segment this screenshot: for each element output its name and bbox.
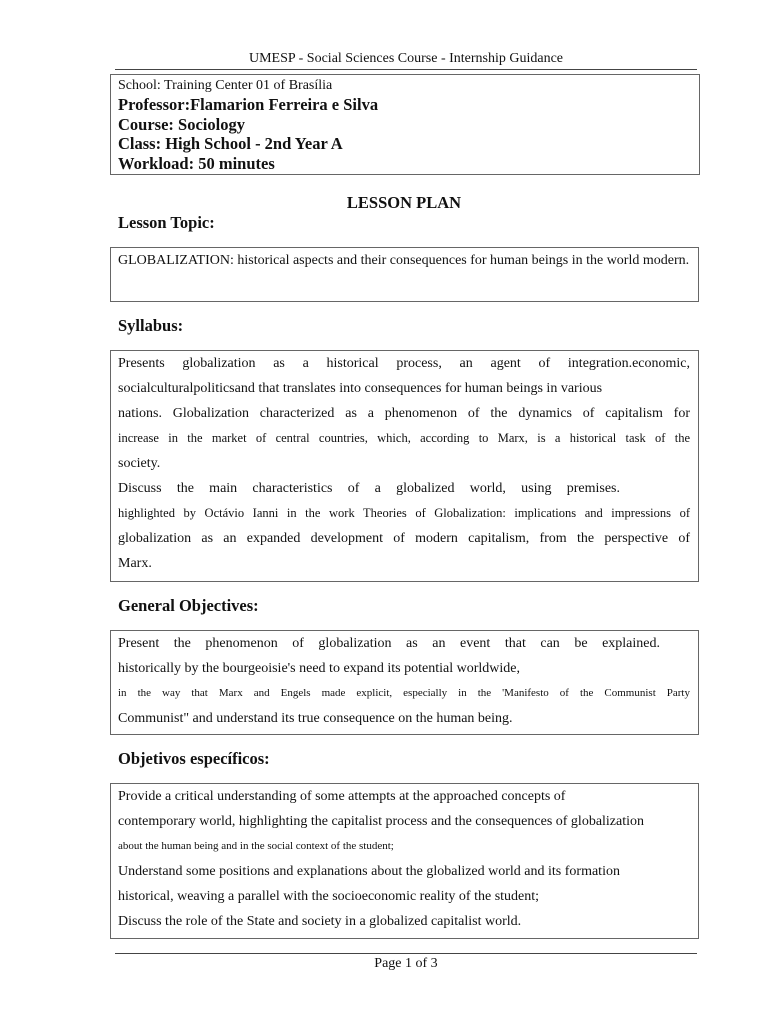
syllabus-line: highlighted by Octávio Ianni in the work Theories of Globalization: implications and impressions of xyxy=(118,506,690,520)
school-line: School: Training Center 01 of Brasília xyxy=(118,78,333,93)
general-objectives-line: Present the phenomenon of globalization as an event that can be explained. xyxy=(118,636,660,651)
syllabus-line: Presents globalization as a historical process, an agent of integration.economic, xyxy=(118,356,690,371)
specific-objectives-box xyxy=(110,783,699,939)
school-info-box xyxy=(110,74,700,175)
specific-objectives-heading: Objetivos específicos: xyxy=(118,749,270,768)
specific-objectives-line: Provide a critical understanding of some attempts at the approached concepts of xyxy=(118,789,566,804)
syllabus-box xyxy=(110,350,699,582)
syllabus-line: increase in the market of central countries, which, according to Marx, is a historical task of the xyxy=(118,431,690,445)
syllabus-line: society. xyxy=(118,456,161,471)
syllabus-line: nations. Globalization characterized as a phenomenon of the dynamics of capitalism for xyxy=(118,406,690,421)
class-line: Class: High School - 2nd Year A xyxy=(118,134,343,153)
specific-objectives-line: Discuss the role of the State and society in a globalized capitalist world. xyxy=(118,914,522,929)
syllabus-line: Marx. xyxy=(118,556,152,571)
workload-line: Workload: 50 minutes xyxy=(118,153,275,173)
syllabus-heading: Syllabus: xyxy=(118,316,184,335)
page-number: Page 1 of 3 xyxy=(374,956,438,971)
general-objectives-line: in the way that Marx and Engels made explicit, especially in the 'Manifesto of the Communist Party xyxy=(118,687,690,699)
document-title: LESSON PLAN xyxy=(346,193,462,212)
general-objectives-box xyxy=(110,630,699,735)
specific-objectives-line: Understand some positions and explanations about the globalized world and its formation xyxy=(118,864,620,879)
course-line: Course: Sociology xyxy=(118,114,245,134)
syllabus-line: socialculturalpoliticsand that translates into consequences for human beings in various xyxy=(118,381,603,396)
general-objectives-heading: General Objectives: xyxy=(118,596,259,615)
specific-objectives-line: contemporary world, highlighting the capitalist process and the consequences of globalization xyxy=(118,814,645,829)
specific-objectives-line: historical, weaving a parallel with the socioeconomic reality of the student; xyxy=(118,889,540,904)
lesson-topic-text: GLOBALIZATION: historical aspects and their consequences for human beings in the world modern. xyxy=(118,253,690,268)
header-rule xyxy=(115,69,697,70)
specific-objectives-line: about the human being and in the social context of the student; xyxy=(118,840,394,852)
general-objectives-line: Communist" and understand its true consequence on the human being. xyxy=(118,711,513,726)
general-objectives-line: historically by the bourgeoisie's need to expand its potential worldwide, xyxy=(118,661,520,676)
lesson-topic-box xyxy=(110,247,699,302)
page-header: UMESP - Social Sciences Course - Internship Guidance xyxy=(248,51,564,66)
lesson-topic-heading: Lesson Topic: xyxy=(118,213,215,232)
footer-rule xyxy=(115,953,697,954)
professor-line: Professor:Flamarion Ferreira e Silva xyxy=(118,95,379,114)
syllabus-line: globalization as an expanded development of modern capitalism, from the perspective of xyxy=(118,531,690,546)
syllabus-line: Discuss the main characteristics of a globalized world, using premises. xyxy=(118,481,620,496)
